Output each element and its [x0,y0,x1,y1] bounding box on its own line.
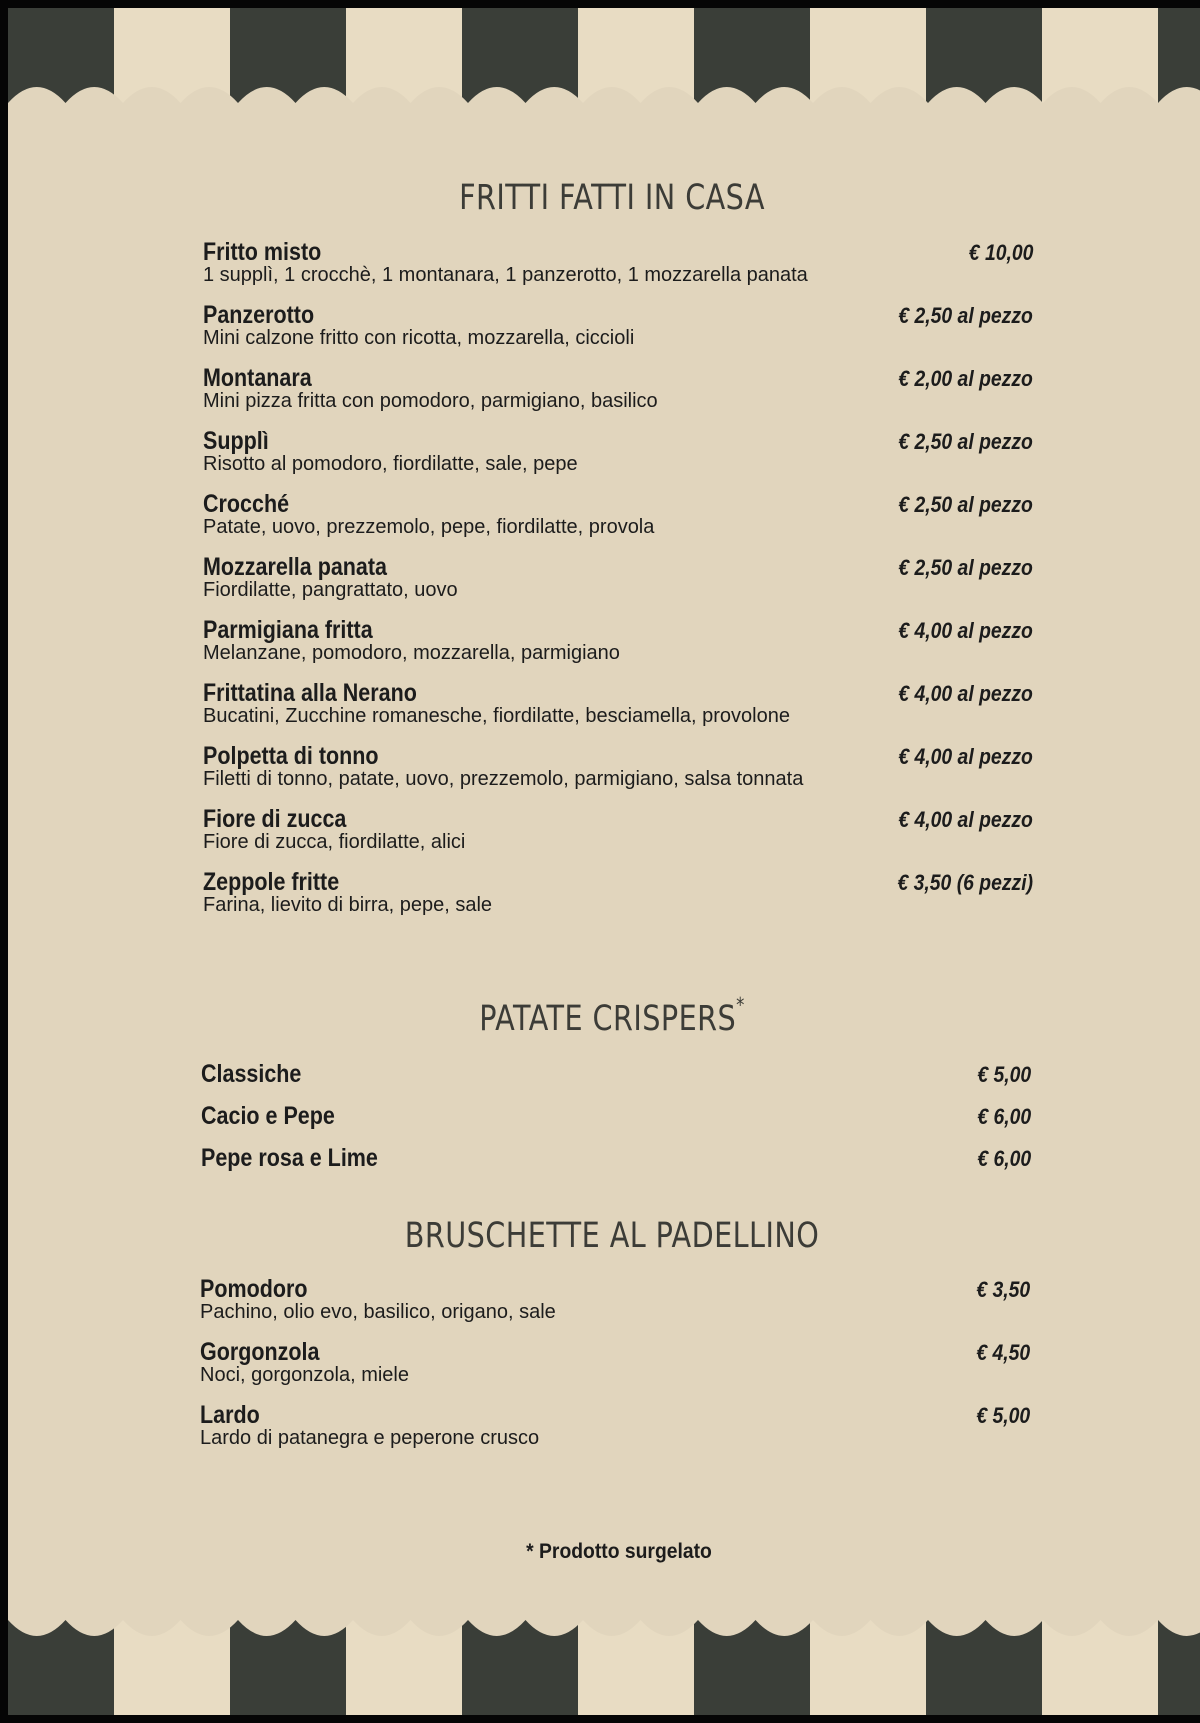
item-name: Lardo [200,1401,260,1429]
item-price: € 4,50 [976,1340,1030,1365]
item-price: € 2,50 al pezzo [898,429,1033,454]
item-price: € 4,00 al pezzo [898,681,1033,706]
item-description: Lardo di patanegra e peperone crusco [200,1427,540,1449]
item-description: 1 supplì, 1 crocchè, 1 montanara, 1 panzerotto, 1 mozzarella panata [203,264,808,286]
section-title-patate [117,993,1108,1039]
menu-item [203,805,1033,865]
item-price: € 6,00 [977,1146,1031,1171]
menu-item [203,742,1033,802]
item-description: Risotto al pomodoro, fiordilatte, sale, pepe [203,453,578,475]
item-description: Filetti di tonno, patate, uovo, prezzemolo, parmigiano, salsa tonnata [203,768,804,790]
awning-bottom [8,1590,1200,1715]
menu-item [203,616,1033,676]
menu-item [203,490,1033,550]
awning-top [8,8,1200,128]
menu-item [203,868,1033,928]
item-description: Mini calzone fritto con ricotta, mozzarella, ciccioli [203,327,635,349]
item-description: Bucatini, Zucchine romanesche, fiordilatte, besciamella, provolone [203,705,790,727]
footnote-frozen: * Prodotto surgelato [526,1540,712,1563]
menu-item [200,1338,1030,1398]
item-price: € 2,00 al pezzo [898,366,1033,391]
menu-item [201,1102,1031,1136]
item-price: € 4,00 al pezzo [898,744,1033,769]
item-price: € 4,00 al pezzo [898,807,1033,832]
item-description: Mini pizza fritta con pomodoro, parmigiano, basilico [203,390,658,412]
item-name: Cacio e Pepe [201,1102,335,1130]
item-description: Noci, gorgonzola, miele [200,1364,409,1386]
item-description: Melanzane, pomodoro, mozzarella, parmigiano [203,642,620,664]
section-title-fritti: FRITTI FATTI IN CASA [459,178,765,218]
item-name: Zeppole fritte [203,868,340,896]
menu-item [203,364,1033,424]
item-price: € 6,00 [977,1104,1031,1129]
menu-item [203,301,1033,361]
item-name: Fritto misto [203,238,322,266]
item-name: Polpetta di tonno [203,742,379,770]
item-description: Patate, uovo, prezzemolo, pepe, fiordilatte, provola [203,516,655,538]
item-name: Fiore di zucca [203,805,347,833]
item-description: Farina, lievito di birra, pepe, sale [203,894,493,916]
awning-top-graphic [8,8,1200,128]
menu-item [203,238,1033,298]
menu-item [203,679,1033,739]
item-description: Fiordilatte, pangrattato, uovo [203,579,458,601]
frozen-asterisk: * [736,993,745,1017]
item-name: Parmigiana fritta [203,616,373,644]
item-name: Montanara [203,364,312,392]
item-price: € 4,00 al pezzo [898,618,1033,643]
menu-page [8,8,1200,1715]
item-name: Panzerotto [203,301,315,329]
item-price: € 3,50 (6 pezzi) [897,870,1033,895]
menu-item [203,553,1033,613]
menu-item [200,1401,1030,1461]
item-description: Pachino, olio evo, basilico, origano, sale [200,1301,556,1323]
item-name: Supplì [203,427,269,455]
item-name: Gorgonzola [200,1338,320,1366]
item-price: € 2,50 al pezzo [898,303,1033,328]
menu-item [201,1144,1031,1178]
section-title-text: PATATE CRISPERS [479,999,737,1039]
item-name: Crocché [203,490,290,518]
menu-item [200,1275,1030,1335]
menu-item [201,1060,1031,1094]
item-price: € 5,00 [977,1062,1031,1087]
item-price: € 2,50 al pezzo [898,492,1033,517]
item-price: € 5,00 [976,1403,1030,1428]
item-name: Classiche [201,1060,302,1088]
menu-item [203,427,1033,487]
item-name: Frittatina alla Nerano [203,679,417,707]
item-price: € 3,50 [976,1277,1030,1302]
item-price: € 2,50 al pezzo [898,555,1033,580]
section-title-bruschette: BRUSCHETTE AL PADELLINO [404,1216,820,1256]
item-name: Pomodoro [200,1275,308,1303]
item-description: Fiore di zucca, fiordilatte, alici [203,831,466,853]
awning-bottom-graphic [8,1590,1200,1715]
item-name: Mozzarella panata [203,553,387,581]
item-name: Pepe rosa e Lime [201,1144,378,1172]
item-price: € 10,00 [968,240,1033,265]
